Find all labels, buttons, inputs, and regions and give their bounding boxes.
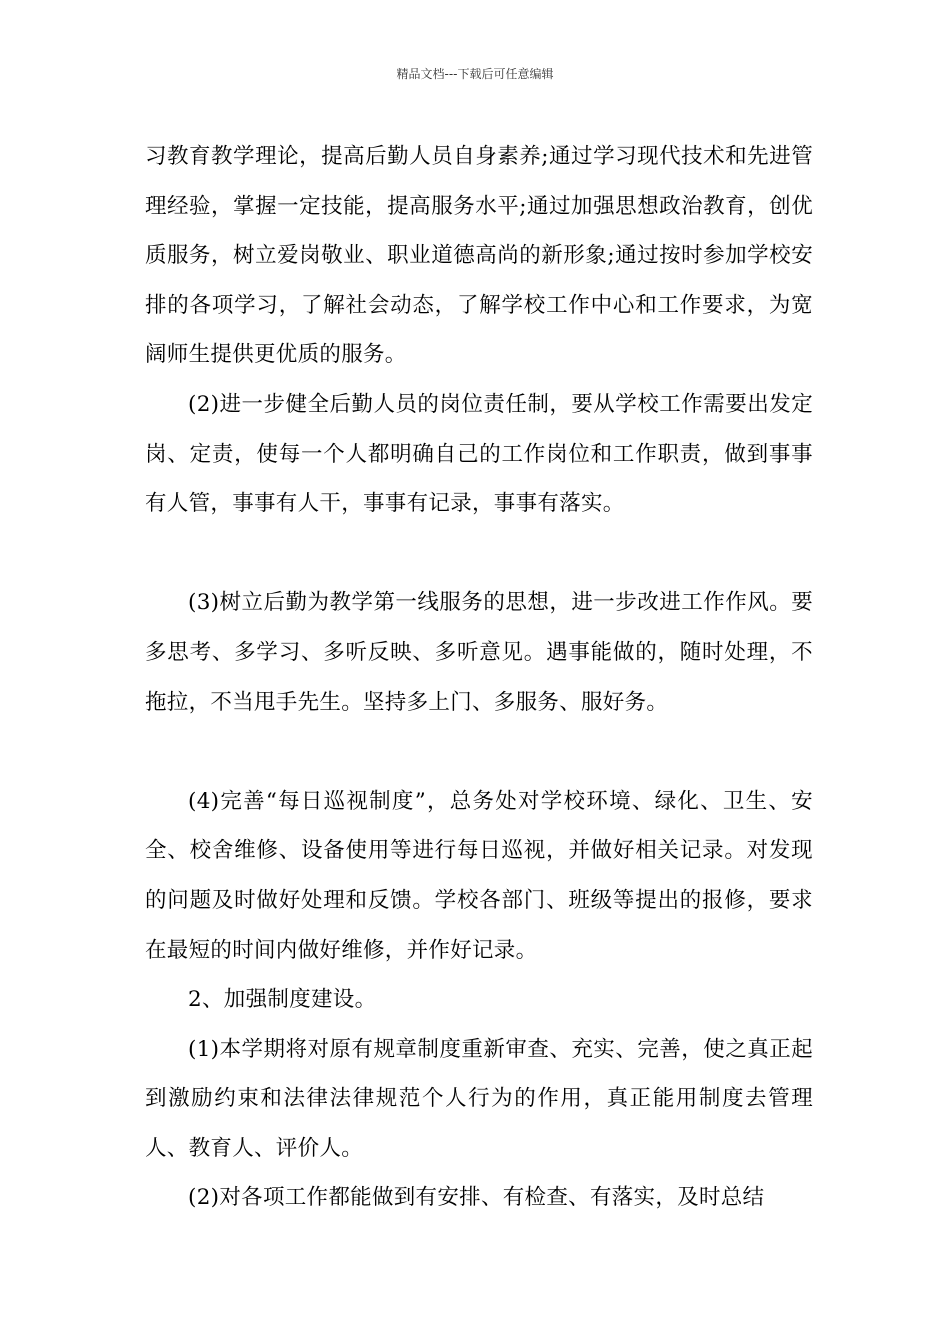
- page-header: 精品文档---下载后可任意编辑: [396, 67, 554, 81]
- paragraph: (4)完善“每日巡视制度”，总务处对学校环境、绿化、卫生、安全、校舍维修、设备使用等进行每日巡视，并做好相关记录。对发现的问题及时做好处理和反馈。学校各部门、班级等提出的报修，要求在最短的时间内做好维修，并作好记录。: [145, 788, 813, 963]
- paragraph: (3)树立后勤为教学第一线服务的思想，进一步改进工作作风。要多思考、多学习、多听反映、多听意见。遇事能做的，随时处理，不拖拉，不当甩手先生。坚持多上门、多服务、服好务。: [145, 590, 813, 715]
- paragraph: (2)进一步健全后勤人员的岗位责任制，要从学校工作需要出发定岗、定责，使每一个人都明确自己的工作岗位和工作职责，做到事事有人管，事事有人干，事事有记录，事事有落实。: [145, 391, 813, 517]
- paragraph: (1)本学期将对原有规章制度重新审查、充实、完善，使之真正起到激励约束和法律法律规范个人行为的作用，真正能用制度去管理人、教育人、评价人。: [145, 1036, 813, 1161]
- paragraph: 习教育教学理论，提高后勤人员自身素养;通过学习现代技术和先进管理经验，掌握一定技能，提高服务水平;通过加强思想政治教育，创优质服务，树立爱岗敬业、职业道德高尚的新形象;通过按时参加学校安排的各项学习，了解社会动态，了解学校工作中心和工作要求，为宽阔师生提供更优质的服务。: [145, 144, 813, 368]
- document-body: [145, 132, 813, 1223]
- paragraph: 2、加强制度建设。: [188, 987, 377, 1013]
- paragraph: (2)对各项工作都能做到有安排、有检查、有落实，及时总结: [188, 1185, 765, 1211]
